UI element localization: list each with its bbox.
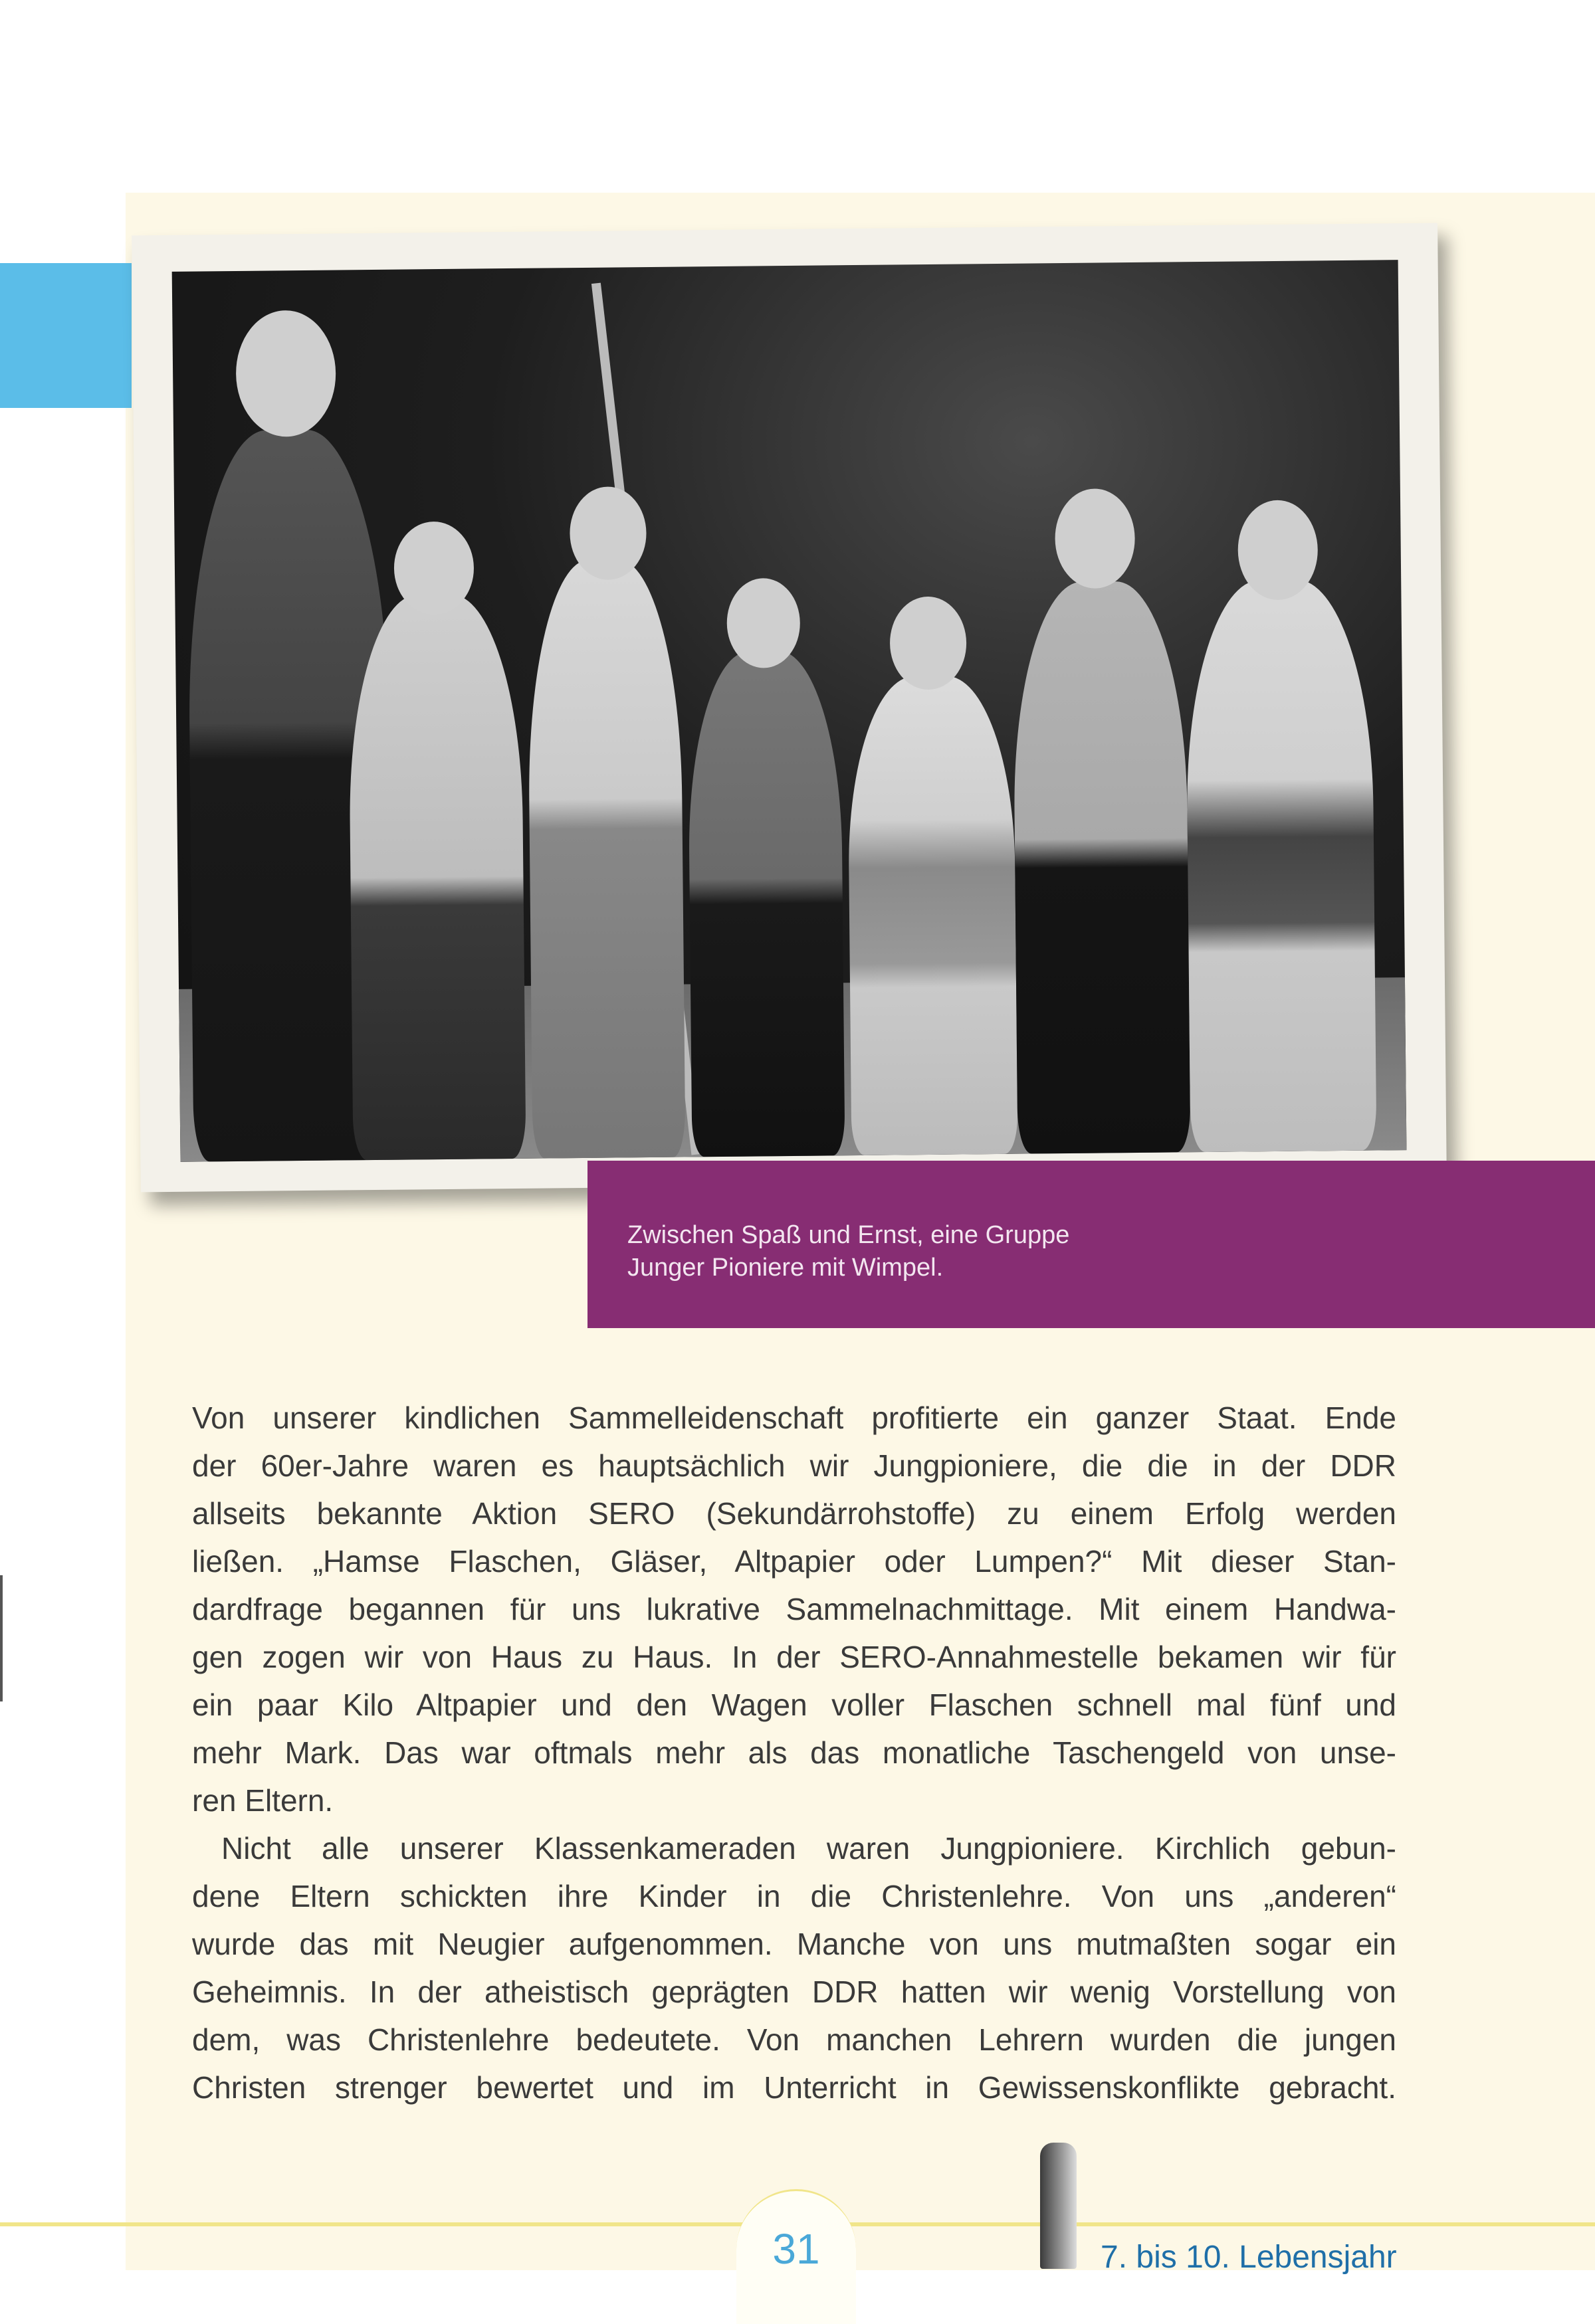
text-line: Von unserer kindlichen Sammelleidenschaft profitierte ein ganzer Staat. Ende	[192, 1401, 1396, 1435]
photo-frame	[132, 223, 1447, 1193]
group-photo	[172, 260, 1407, 1162]
caption-line: Zwischen Spaß und Ernst, eine Gruppe	[627, 1221, 1070, 1249]
photo-person	[527, 559, 686, 1159]
pioneer-figure-icon	[1040, 2143, 1077, 2269]
text-line: ren Eltern.	[192, 1783, 334, 1818]
photo-head	[235, 310, 336, 437]
margin-mark	[0, 1575, 3, 1701]
photo-head	[1237, 500, 1318, 600]
photo-head	[393, 522, 474, 615]
text-line: Geheimnis. In der atheistisch geprägten DDR hatten wir wenig Vorstellung von	[192, 1975, 1396, 2009]
text-line: mehr Mark. Das war oftmals mehr als das monatliche Taschengeld von unse-	[192, 1735, 1396, 1770]
chapter-title: 7. bis 10. Lebensjahr	[1101, 2240, 1397, 2275]
text-line: allseits bekannte Aktion SERO (Sekundärrohstoffe) zu einem Erfolg werden	[192, 1496, 1396, 1531]
photo-person	[1185, 579, 1376, 1153]
text-line: wurde das mit Neugier aufgenommen. Manche von uns mutmaßten sogar ein	[192, 1927, 1396, 1961]
text-line: dene Eltern schickten ihre Kinder in die Christenlehre. Von uns „anderen“	[192, 1879, 1396, 1913]
text-line: ein paar Kilo Altpapier und den Wagen voller Flaschen schnell mal fünf und	[192, 1688, 1396, 1722]
photo-person	[847, 676, 1018, 1155]
photo-person	[1012, 581, 1190, 1153]
text-line: Christen strenger bewertet und im Unterricht in Gewissenskonflikte gebracht.	[192, 2070, 1396, 2105]
photo-head	[570, 486, 647, 580]
text-line: dem, was Christenlehre bedeutete. Von manchen Lehrern wurden die jungen	[192, 2022, 1396, 2057]
text-line: Nicht alle unserer Klassenkameraden waren Jungpioniere. Kirchlich gebun-	[221, 1831, 1396, 1866]
photo-head	[726, 578, 800, 668]
photo-caption	[627, 1219, 1069, 1284]
text-line: dardfrage begannen für uns lukrative Sammelnachmittage. Mit einem Handwa-	[192, 1592, 1396, 1626]
photo-head	[889, 596, 966, 690]
caption-box	[587, 1161, 1595, 1328]
text-line: ließen. „Hamse Flaschen, Gläser, Altpapier oder Lumpen?“ Mit dieser Stan-	[192, 1544, 1396, 1579]
body-text	[192, 1394, 1396, 2111]
caption-line: Junger Pioniere mit Wimpel.	[627, 1254, 944, 1282]
page-number: 31	[772, 2225, 820, 2273]
photo-person	[687, 650, 845, 1157]
photo-head	[1055, 488, 1135, 589]
text-line: der 60er-Jahre waren es hauptsächlich wir Jungpioniere, die die in der DDR	[192, 1448, 1396, 1483]
text-line: gen zogen wir von Haus zu Haus. In der SERO-Annahmestelle bekamen wir für	[192, 1640, 1396, 1674]
photo-person	[348, 594, 526, 1160]
accent-block	[0, 263, 132, 408]
